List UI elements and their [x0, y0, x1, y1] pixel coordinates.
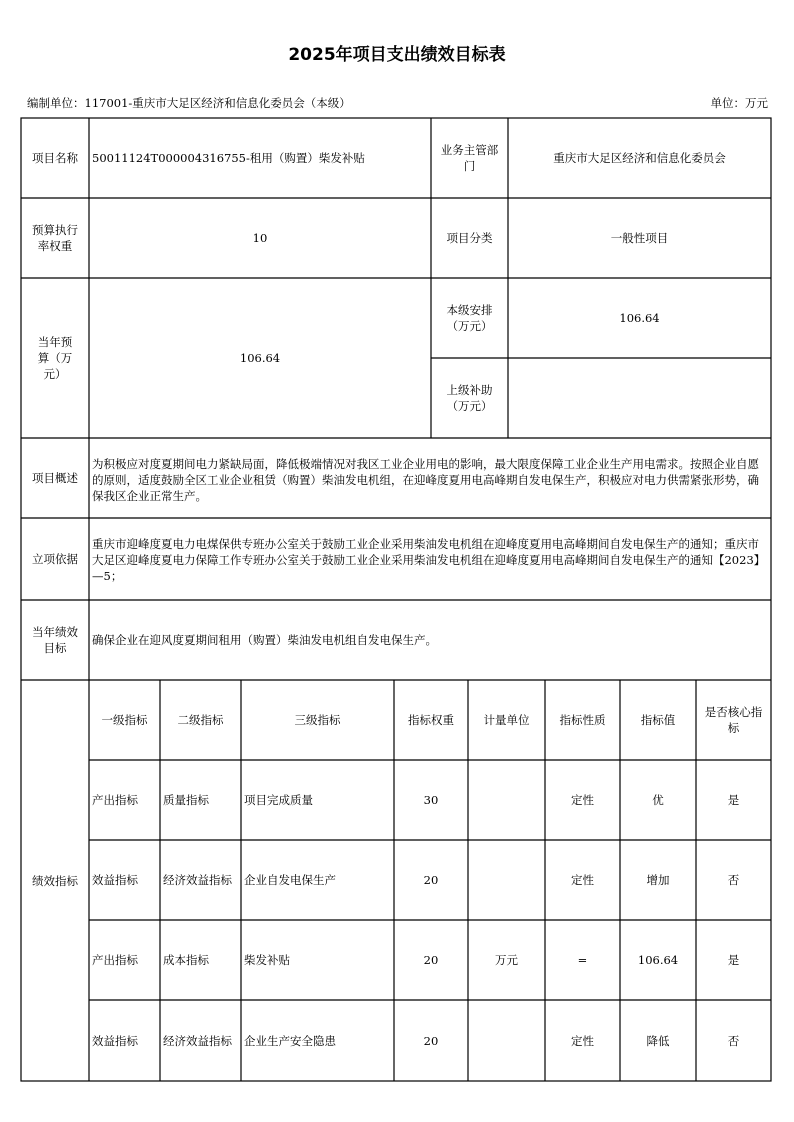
project-name-label: 项目名称 [32, 151, 78, 165]
organization-line [27, 95, 351, 111]
row3-weight: 20 [423, 953, 439, 967]
row1-nature: 定性 [571, 793, 594, 807]
row4-value: 降低 [646, 1033, 670, 1048]
row3-level2: 成本指标 [163, 953, 209, 967]
row1-weight: 30 [423, 793, 439, 807]
header-weight: 指标权重 [408, 713, 454, 727]
department-label: 业务主管部门 [440, 143, 499, 173]
row3-unit: 万元 [495, 953, 518, 967]
row4-level3: 企业生产安全隐患 [244, 1033, 336, 1048]
execution-weight-value: 10 [252, 231, 268, 245]
unit-label: 单位：万元 [710, 96, 768, 110]
row4-nature: 定性 [571, 1033, 594, 1048]
annual-budget-value: 106.64 [239, 351, 281, 365]
annual-goal-label: 当年绩效目标 [32, 625, 78, 655]
basis-label: 立项依据 [32, 552, 78, 566]
header-level2: 二级指标 [177, 713, 224, 727]
organization-label: 编制单位： [27, 96, 85, 110]
basis-value: 重庆市迎峰度夏电力电煤保供专班办公室关于鼓励工业企业采用柴油发电机组在迎峰度夏用电高峰期间自发电保生产的通知；重庆市大足区迎峰度夏电力保障工作专班办公室关于鼓励工业企业采用柴油发电机组在迎峰度夏用电高峰期间自发电保生产的通知【2023】—5； [92, 537, 766, 583]
header-core: 是否核心指标 [704, 705, 763, 735]
row2-level1: 效益指标 [92, 873, 138, 887]
overview-value: 为积极应对度夏期间电力紧缺局面，降低极端情况对我区工业企业用电的影响，最大限度保障工业企业生产用电需求。按照企业自愿的原则，适度鼓励全区工业企业租赁（购置）柴油发电机组，在迎峰度夏用电高峰期自发电保生产，积极应对电力供需紧张形势，确保我区企业正常生产。 [92, 457, 759, 503]
row2-weight: 20 [423, 873, 439, 887]
header-nature: 指标性质 [559, 713, 606, 727]
row1-level1: 产出指标 [92, 793, 138, 807]
annual-goal-value: 确保企业在迎风度夏期间租用（购置）柴油发电机组自发电保生产。 [92, 633, 437, 647]
row2-level3: 企业自发电保生产 [244, 873, 336, 887]
page-title: 2025年项目支出绩效目标表 [288, 45, 506, 65]
row4-core: 否 [727, 1033, 740, 1048]
upper-subsidy-value [508, 358, 771, 438]
upper-subsidy-label: 上级补助（万元） [446, 383, 493, 413]
department-value: 重庆市大足区经济和信息化委员会 [553, 151, 726, 165]
row4-level2: 经济效益指标 [163, 1033, 232, 1048]
row2-core: 否 [727, 873, 740, 887]
row4-unit [468, 1000, 545, 1081]
annual-budget-label: 当年预算（万元） [37, 335, 73, 381]
row2-value: 增加 [646, 873, 670, 887]
organization-value: 117001-重庆市大足区经济和信息化委员会（本级） [84, 96, 351, 110]
row3-value: 106.64 [637, 953, 679, 967]
category-value: 一般性项目 [610, 231, 669, 245]
row2-level2: 经济效益指标 [163, 873, 232, 887]
row3-core: 是 [727, 953, 740, 967]
row1-core: 是 [727, 793, 740, 807]
project-name-value: 50011124T000004316755-租用（购置）柴发补贴 [92, 151, 365, 165]
category-label: 项目分类 [446, 231, 493, 245]
row4-level1: 效益指标 [92, 1033, 138, 1048]
row2-nature: 定性 [571, 873, 594, 887]
overview-label: 项目概述 [32, 471, 78, 485]
indicators-section-label: 绩效指标 [32, 873, 78, 888]
row3-level1: 产出指标 [92, 953, 138, 967]
execution-weight-label: 预算执行率权重 [32, 223, 78, 253]
header-unit: 计量单位 [483, 713, 530, 727]
row1-value: 优 [652, 793, 664, 807]
row4-weight: 20 [423, 1033, 439, 1048]
row1-level2: 质量指标 [163, 793, 209, 807]
header-level1: 一级指标 [101, 713, 148, 727]
local-arrangement-value: 106.64 [619, 311, 660, 325]
row1-level3: 项目完成质量 [244, 793, 313, 807]
row1-unit [468, 760, 545, 840]
row2-unit [468, 840, 545, 920]
header-value: 指标值 [640, 713, 676, 727]
row3-level3: 柴发补贴 [244, 953, 290, 967]
header-level3: 三级指标 [294, 713, 341, 727]
row3-nature: = [577, 953, 588, 967]
local-arrangement-label: 本级安排（万元） [446, 303, 493, 333]
